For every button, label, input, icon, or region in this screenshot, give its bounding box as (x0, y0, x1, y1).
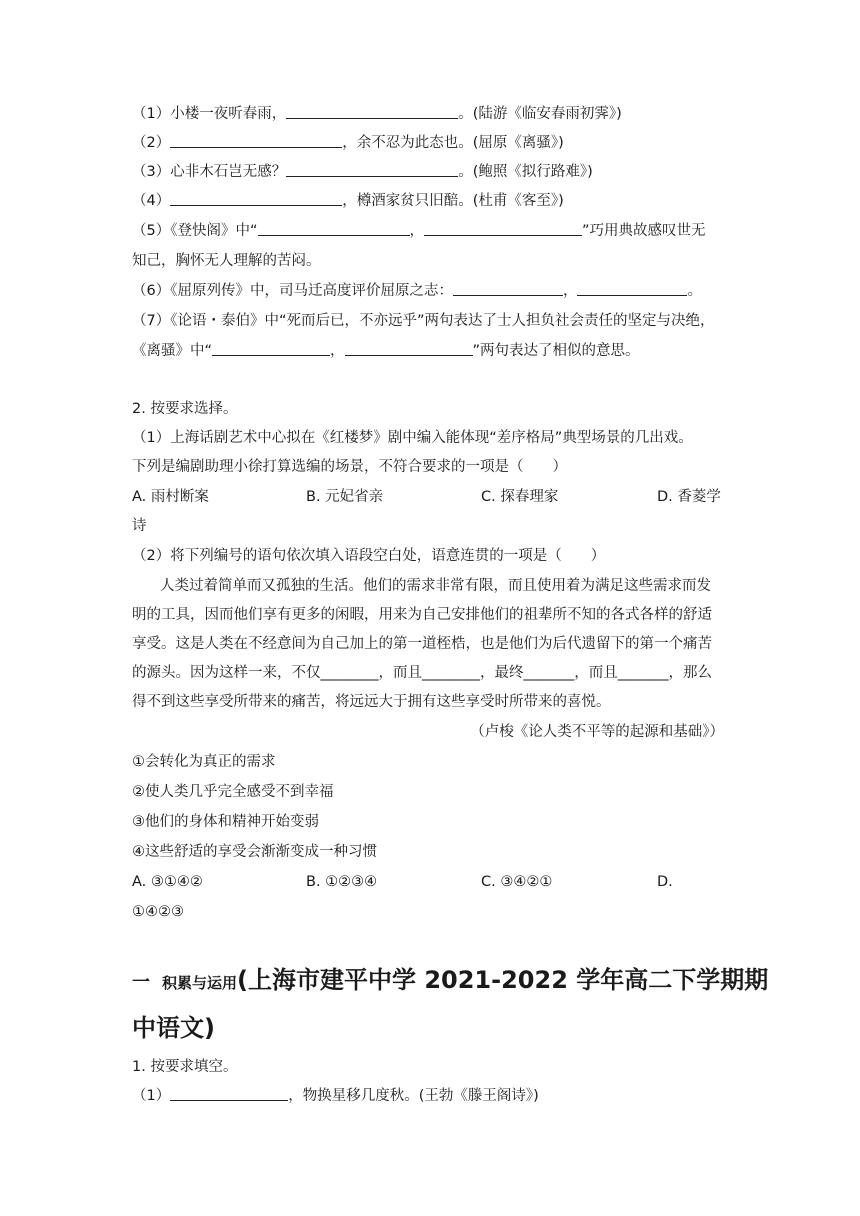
passage-source: （卢梭《论人类不平等的起源和基础》） (470, 724, 724, 740)
option-d-wrap: ①④②③ (132, 904, 184, 920)
fill-item-7 (132, 311, 715, 331)
section-source-cont: 中语文) (132, 1014, 215, 1042)
item-text: ”两句表达了相似的意思。 (472, 343, 640, 359)
option-c[interactable]: C. ③④②① (481, 874, 553, 890)
passage-line: 享受。这是人类在不经意间为自己加上的第一道桎梏，也是他们为后代遗留下的第一个痛苦 (132, 636, 712, 652)
fill-item-7-cont (132, 341, 640, 361)
item-text: 。 (687, 283, 702, 299)
passage-line: 明的工具，因而他们享有更多的闲暇，用来为自己安排他们的祖辈所不知的各式各样的舒适 (132, 607, 712, 623)
q2-1-stem: 下列是编剧助理小徐打算选编的场景，不符合要求的一项是（ ） (132, 459, 567, 475)
statement-2: ②使人类几乎完全感受不到幸福 (132, 784, 334, 800)
answer-blank[interactable] (170, 191, 342, 206)
item-text: （5）《登快阁》中“ (132, 223, 258, 239)
answer-blank[interactable] (577, 281, 687, 296)
question-2-title: 2. 按要求选择。 (132, 401, 238, 417)
section-number: 一 (132, 972, 150, 993)
passage-line: 的源头。因为这样一来，不仅________，而且________，最终_______，而且_______，那么 (132, 665, 712, 681)
statement-4: ④这些舒适的享受会渐渐变成一种习惯 (132, 844, 377, 860)
item-text: ， (409, 223, 424, 239)
section-source: (上海市建平中学 2021-2022 学年高二下学期期 (237, 966, 769, 994)
item-text: （2） (132, 135, 171, 151)
option-b[interactable]: B. 元妃省亲 (306, 489, 384, 505)
answer-blank[interactable] (424, 221, 582, 236)
answer-blank[interactable] (345, 341, 473, 356)
answer-blank[interactable] (212, 341, 330, 356)
answer-blank[interactable] (286, 104, 458, 119)
option-d[interactable]: D. (657, 874, 673, 890)
fill-item-6 (132, 281, 702, 301)
section-title: 积累与运用 (162, 974, 238, 992)
item-text: ， (330, 343, 345, 359)
option-d[interactable]: D. 香菱学 (657, 489, 721, 505)
item-text: ，樽酒家贫只旧醅。(杜甫《客至》) (342, 193, 564, 209)
item-text: （3）心非木石岂无感？ (132, 164, 287, 180)
fill-item-5-cont (132, 251, 321, 271)
fill-item-1 (132, 1086, 539, 1106)
item-text: 知己，胸怀无人理解的苦闷。 (132, 253, 321, 269)
passage-line: 人类过着简单而又孤独的生活。他们的需求非常有限，而且使用着为满足这些需求而发 (160, 578, 711, 594)
statement-1: ①会转化为真正的需求 (132, 754, 276, 770)
fill-item-3 (132, 162, 593, 182)
option-d-wrap: 诗 (132, 518, 147, 534)
q2-1-stem: （1）上海话剧艺术中心拟在《红楼梦》剧中编入能体现“差序格局”典型场景的几出戏。 (132, 430, 693, 446)
item-text: 。(陆游《临安春雨初霁》) (458, 106, 622, 122)
item-text: 。(鲍照《拟行路难》) (458, 164, 593, 180)
item-text: （1）小楼一夜听春雨， (132, 106, 287, 122)
item-text: （1） (132, 1088, 171, 1104)
item-text: ， (562, 283, 578, 299)
answer-blank[interactable] (170, 133, 342, 148)
item-text: （7）《论语・泰伯》中“死而后已，不亦远乎”两句表达了士人担负社会责任的坚定与决绝， (132, 313, 715, 329)
fill-item-5 (132, 221, 706, 241)
q2-2-stem: （2）将下列编号的语句依次填入语段空白处，语意连贯的一项是（ ） (132, 548, 606, 564)
fill-item-2 (132, 133, 564, 153)
section-heading (132, 960, 768, 1003)
statement-3: ③他们的身体和精神开始变弱 (132, 814, 319, 830)
option-a[interactable]: A. ③①④② (132, 874, 203, 890)
item-text: （4） (132, 193, 171, 209)
answer-blank[interactable] (453, 281, 563, 296)
item-text: 《离骚》中“ (132, 343, 213, 359)
option-c[interactable]: C. 探春理家 (481, 489, 559, 505)
answer-blank[interactable] (286, 162, 458, 177)
fill-item-4 (132, 191, 564, 211)
item-text: ，物换星移几度秋。(王勃《滕王阁诗》) (288, 1088, 539, 1104)
item-text: ，余不忍为此态也。(屈原《离骚》) (342, 135, 564, 151)
option-b[interactable]: B. ①②③④ (306, 874, 378, 890)
answer-blank[interactable] (170, 1086, 288, 1101)
option-a[interactable]: A. 雨村断案 (132, 489, 209, 505)
item-text: （6）《屈原列传》中，司马迁高度评价屈原之志： (132, 283, 453, 299)
fill-item-1 (132, 104, 622, 124)
answer-blank[interactable] (258, 221, 410, 236)
item-text: ”巧用典故感叹世无 (582, 223, 706, 239)
passage-line: 得不到这些享受所带来的痛苦，将远远大于拥有这些享受时所带来的喜悦。 (132, 694, 611, 710)
question-1-title: 1. 按要求填空。 (132, 1059, 238, 1075)
